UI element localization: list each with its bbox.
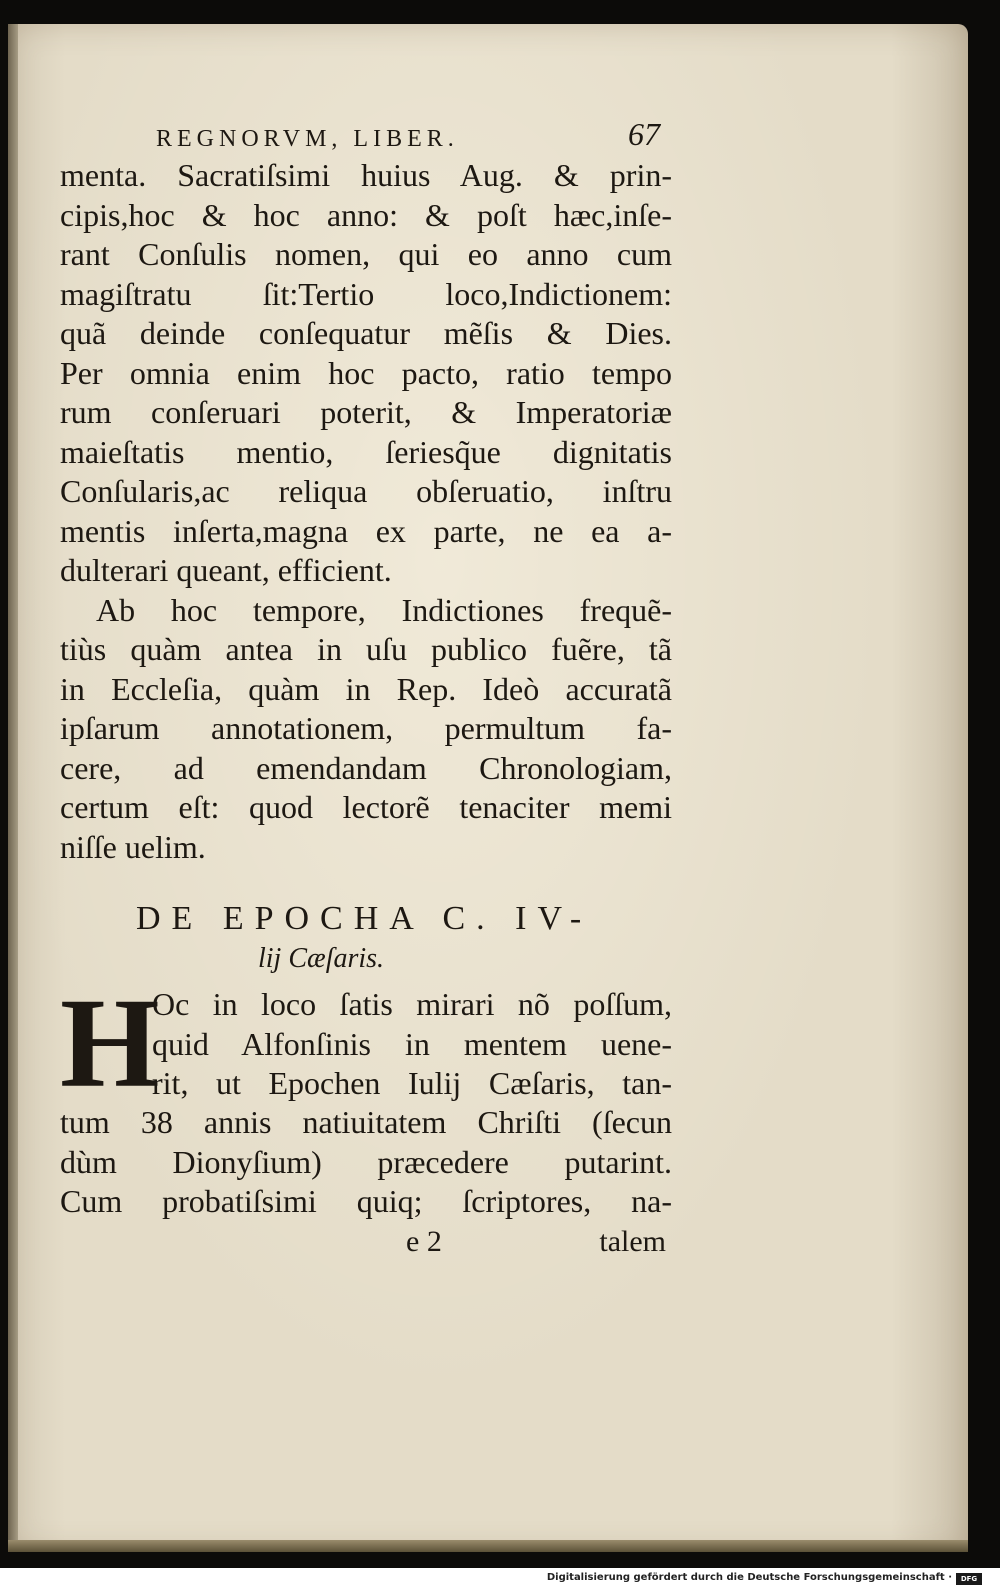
text-line: Cum probatiſsimi quiq; ſcriptores, na- xyxy=(60,1183,672,1219)
text-line: menta. Sacratiſsimi huius Aug. & prin- xyxy=(60,157,672,193)
text-line: Conſularis,ac reliqua obſeruatio, inſtru xyxy=(60,473,672,509)
page-edge xyxy=(8,1540,968,1552)
digitization-credit: Digitalisierung gefördert durch die Deutsche Forschungsgemeinschaft · xyxy=(546,1572,952,1583)
text-line: Per omnia enim hoc pacto, ratio tempo xyxy=(60,354,672,391)
paragraph-2 xyxy=(60,591,672,868)
text-line: maieſtatis mentio, ſeriesq̃ue dignitatis xyxy=(60,433,672,470)
page-footer-line xyxy=(60,1222,672,1262)
text-line: Ab hoc tempore, Indictiones frequẽ- xyxy=(96,591,672,628)
dfg-logo: DFG xyxy=(956,1573,982,1585)
text-line: tum 38 annis natiuitatem Chriſti (ſecun xyxy=(60,1104,672,1140)
text-line: rit, ut Epochen Iulij Cæſaris, tan- xyxy=(152,1065,672,1101)
initial-paragraph xyxy=(60,972,672,1114)
text-line: in Eccleſia, quàm in Rep. Ideò accuratã xyxy=(60,670,672,707)
page-number: 67 xyxy=(628,116,660,152)
section-subheading: lij Cæſaris. xyxy=(258,943,385,974)
text-line: rum conſeruari poterit, & Imperatoriæ xyxy=(60,394,672,430)
text-line: ipſarum annotationem, permultum fa- xyxy=(60,710,672,746)
running-head xyxy=(60,112,672,156)
text-line: quid Alfonſinis in mentem uene- xyxy=(152,1025,672,1062)
running-title: REGNORVM, LIBER. xyxy=(156,126,459,152)
text-line: dulterari queant, efficient. xyxy=(60,552,392,588)
catchword: talem xyxy=(599,1224,666,1258)
text-line: mentis inſerta,magna ex parte, ne ea a- xyxy=(60,512,672,549)
text-line: cere, ad emendandam Chronologiam, xyxy=(60,749,672,786)
text-line: magiſtratu ſit:Tertio loco,Indictionem: xyxy=(60,275,672,312)
text-line: tiùs quàm antea in uſu publico fuẽre, tã xyxy=(60,631,672,667)
drop-cap-initial: H xyxy=(60,972,160,1114)
signature-mark: e 2 xyxy=(406,1224,442,1258)
text-line: quã deinde conſequatur mẽſis & Dies. xyxy=(60,315,672,351)
text-line: rant Conſulis nomen, qui eo anno cum xyxy=(60,236,672,272)
book-page xyxy=(8,24,968,1552)
text-line: niſſe uelim. xyxy=(60,828,206,865)
text-line: Oc in loco ſatis mirari nõ poſſum, xyxy=(152,986,672,1022)
section-heading: DE EPOCHA C. IV- xyxy=(136,900,593,937)
text-line: cipis,hoc & hoc anno: & poſt hæc,inſe- xyxy=(60,196,672,233)
text-block xyxy=(60,112,672,1261)
paragraph-1 xyxy=(60,156,672,591)
text-line: dùm Dionyſium) præcedere putarint. xyxy=(60,1143,672,1180)
text-line: certum eſt: quod lectorẽ tenaciter memi xyxy=(60,789,672,825)
binding-gutter xyxy=(8,24,18,1552)
